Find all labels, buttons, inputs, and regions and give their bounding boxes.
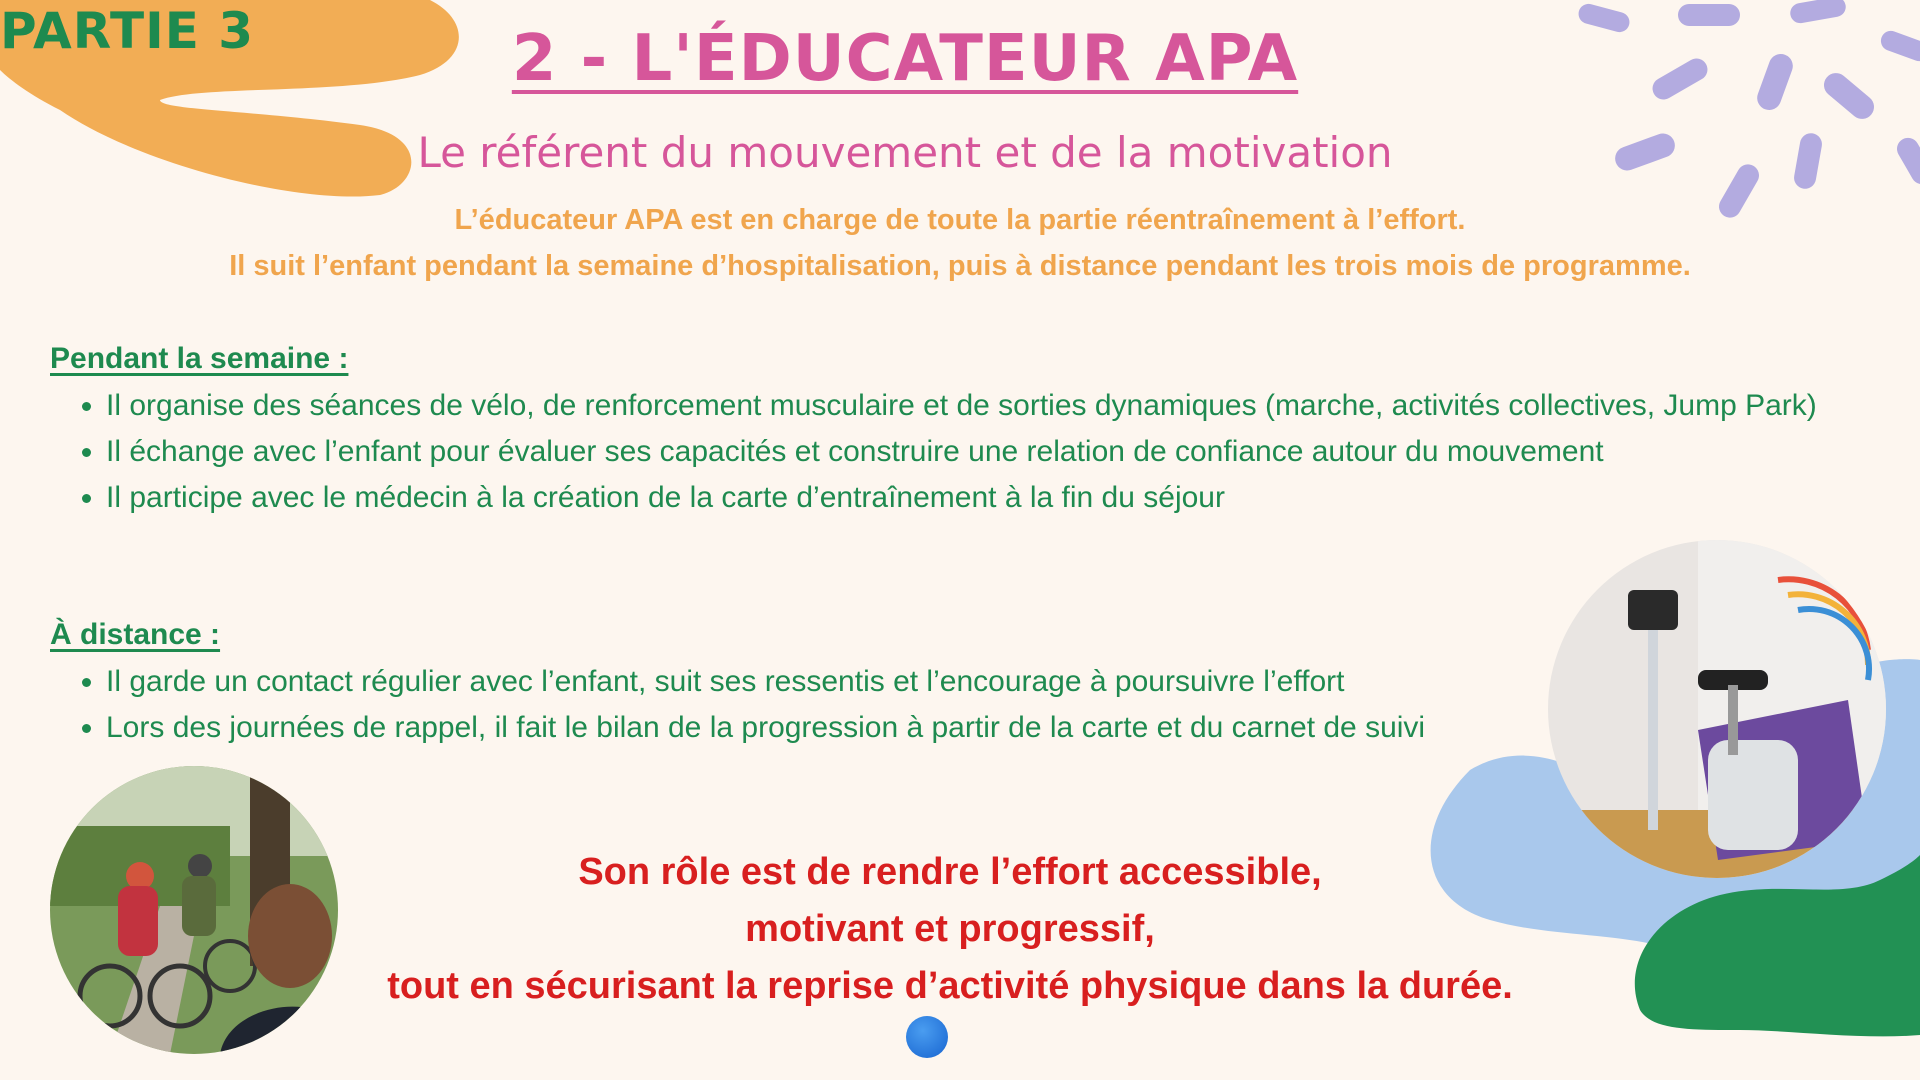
conclusion-line-1: Son rôle est de rendre l’effort accessible,	[578, 851, 1322, 893]
list-item: • Il garde un contact régulier avec l’enfant, suit ses ressentis et l’encourage à poursuivre l’effort	[106, 659, 1916, 705]
intro-line-2: Il suit l’enfant pendant la semaine d’hospitalisation, puis à distance pendant les trois mois de programme.	[229, 250, 1691, 282]
intro-line-1: L’éducateur APA est en charge de toute la partie réentraînement à l’effort.	[454, 204, 1466, 236]
list-item: • Lors des journées de rappel, il fait le bilan de la progression à partir de la carte et du carnet de suivi	[106, 705, 1916, 751]
part-label: PARTIE 3	[0, 2, 255, 60]
blue-dot-icon	[906, 1016, 948, 1058]
subtitle: Le référent du mouvement et de la motivation	[417, 128, 1393, 177]
list-item: • Il participe avec le médecin à la création de la carte d’entraînement à la fin du séjour	[106, 475, 1916, 521]
list-item: • Il organise des séances de vélo, de renforcement musculaire et de sorties dynamiques (marche, activités collectives, Jump Park)	[106, 383, 1916, 429]
conclusion-line-2: motivant et progressif,	[745, 908, 1155, 950]
conclusion-line-3: tout en sécurisant la reprise d’activité physique dans la durée.	[387, 965, 1513, 1007]
page-title	[0, 22, 1810, 96]
list-item: • Il échange avec l’enfant pour évaluer ses capacités et construire une relation de confiance autour du mouvement	[106, 429, 1916, 475]
conclusion-text	[290, 844, 1610, 1015]
photo-exercise-bike	[1548, 540, 1886, 878]
section-heading-remote: À distance :	[50, 618, 221, 651]
section-list-during-week	[70, 383, 1916, 521]
section-heading-during-week: Pendant la semaine :	[50, 342, 349, 375]
page-title-text: 2 - L'ÉDUCATEUR APA	[511, 22, 1299, 96]
